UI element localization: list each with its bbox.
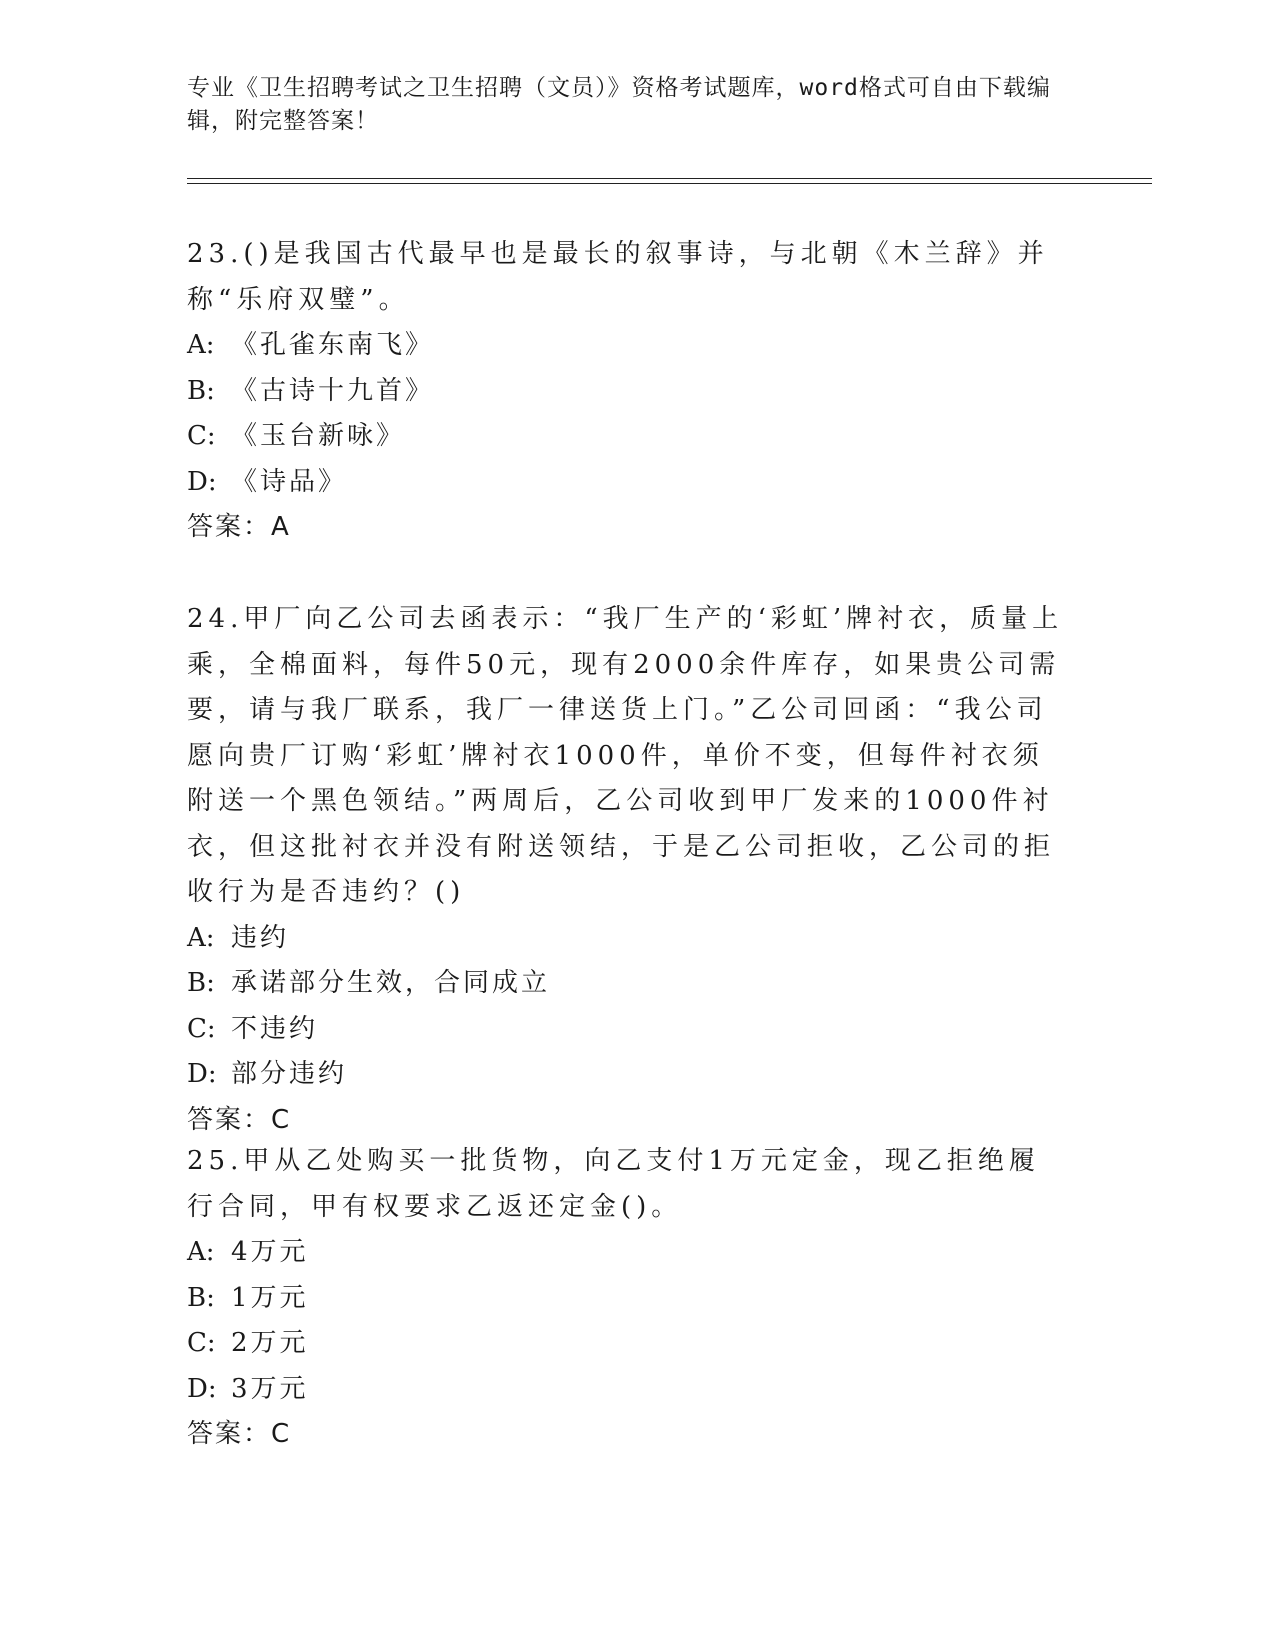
- option-d: [187, 1052, 1067, 1098]
- option-letter: B:: [187, 1282, 215, 1313]
- option-letter: C:: [187, 1013, 216, 1044]
- option-text: 1万元: [231, 1282, 309, 1313]
- option-d: [187, 460, 1067, 506]
- question-25: [187, 1139, 1067, 1458]
- answer-line: 答案：A: [187, 512, 291, 542]
- option-text: 违约: [231, 922, 290, 953]
- header-divider-top: [187, 178, 1152, 179]
- option-letter: D:: [187, 1373, 217, 1404]
- option-letter: D:: [187, 1059, 217, 1089]
- option-text: 4万元: [231, 1237, 309, 1267]
- option-text: 承诺部分生效，合同成立: [231, 968, 551, 998]
- option-letter: B:: [187, 375, 215, 406]
- option-text: 不违约: [231, 1013, 319, 1044]
- question-stem: 23.()是我国古代最早也是最长的叙事诗，与北朝《木兰辞》并称“乐府双璧”。: [187, 239, 1049, 315]
- option-a: [187, 1230, 1067, 1276]
- option-text: 部分违约: [231, 1059, 348, 1089]
- option-text: 《玉台新咏》: [231, 421, 406, 451]
- option-b: [187, 369, 1067, 415]
- document-header: 专业《卫生招聘考试之卫生招聘（文员）》资格考试题库，word格式可自由下载编辑，附完整答案！: [187, 75, 1051, 134]
- option-letter: B:: [187, 968, 215, 998]
- option-d: [187, 1367, 1067, 1413]
- question-23: [187, 232, 1067, 551]
- option-letter: A:: [187, 922, 215, 953]
- option-text: 3万元: [231, 1373, 309, 1404]
- answer-line: 答案：C: [187, 1104, 292, 1135]
- question-24: [187, 597, 1067, 1143]
- option-letter: D:: [187, 466, 217, 497]
- option-c: [187, 1007, 1067, 1053]
- option-letter: A:: [187, 330, 215, 360]
- option-text: 《诗品》: [231, 466, 348, 497]
- option-letter: C:: [187, 1328, 216, 1358]
- option-b: [187, 1276, 1067, 1322]
- option-letter: C:: [187, 421, 216, 451]
- answer-line: 答案：C: [187, 1419, 292, 1449]
- option-a: [187, 916, 1067, 962]
- option-c: [187, 414, 1067, 460]
- option-letter: A:: [187, 1237, 215, 1267]
- option-text: 《古诗十九首》: [231, 375, 435, 406]
- option-text: 《孔雀东南飞》: [231, 330, 435, 360]
- option-b: [187, 961, 1067, 1007]
- question-stem: 24.甲厂向乙公司去函表示：“我厂生产的‘彩虹’牌衬衣，质量上乘，全棉面料，每件50元，现有2000余件库存，如果贵公司需要，请与我厂联系，我厂一律送货上门。”乙公司回函：“我公司愿向贵厂订购‘彩虹’牌衬衣1000件，单价不变，但每件衬衣须附送一个黑色领结。”两周后，乙公司收到甲厂发来的1000件衬衣，但这批衬衣并没有附送领结，于是乙公司拒收，乙公司的拒收行为是否违约？(): [187, 604, 1064, 907]
- option-text: 2万元: [231, 1328, 309, 1358]
- option-a: [187, 323, 1067, 369]
- question-stem: 25.甲从乙处购买一批货物，向乙支付1万元定金，现乙拒绝履行合同，甲有权要求乙返还定金()。: [187, 1146, 1040, 1222]
- header-divider-bottom: [187, 183, 1152, 184]
- option-c: [187, 1321, 1067, 1367]
